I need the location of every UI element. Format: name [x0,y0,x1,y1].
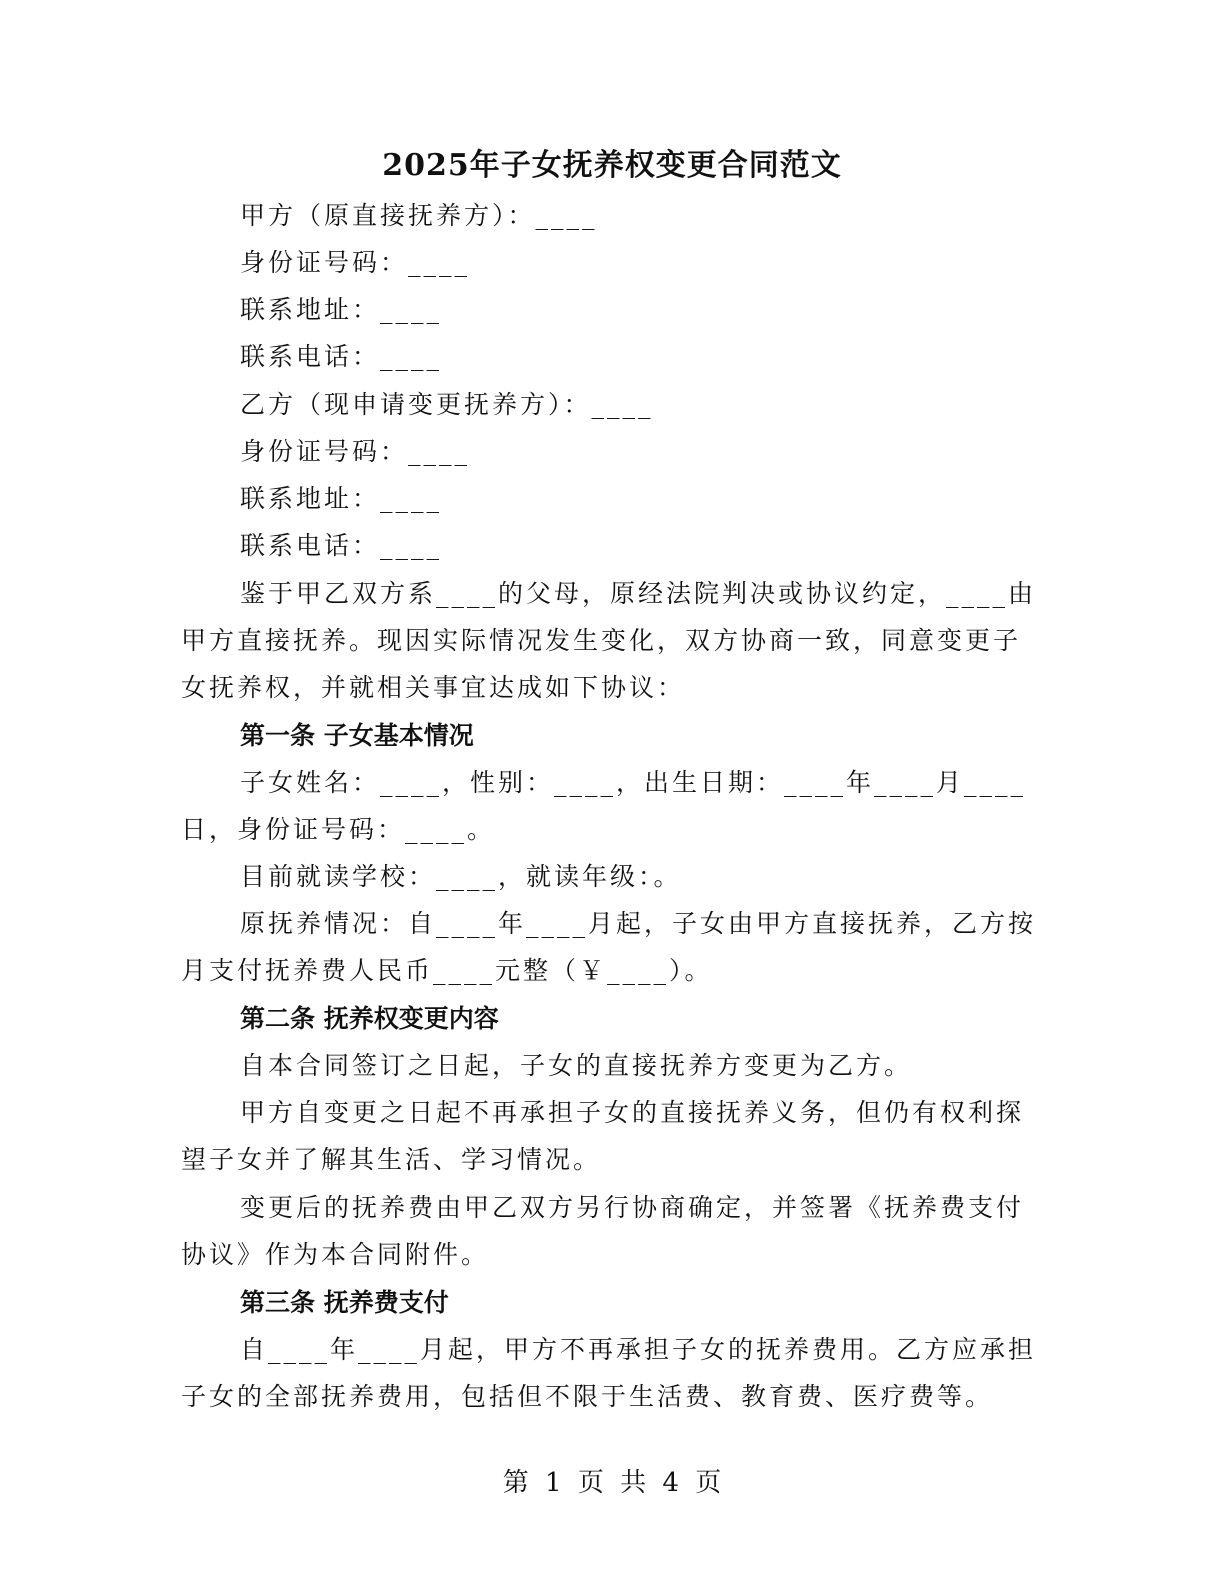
article-2-line: 自本合同签订之日起，子女的直接抚养方变更为乙方。 [240,1051,913,1080]
page-number: 第 1 页 共 4 页 [502,1468,722,1498]
preamble-line: 甲方直接抚养。现因实际情况发生变化，双方协商一致，同意变更子 [181,626,1022,655]
article-2-line: 协议》作为本合同附件。 [181,1240,490,1269]
party-a-label: 甲方（原直接抚养方）：____ [240,201,598,230]
article-2-line: 甲方自变更之日起不再承担子女的直接抚养义务，但仍有权利探 [240,1098,1025,1127]
preamble-line: 女抚养权，并就相关事宜达成如下协议： [181,673,686,702]
article-1-line: 目前就读学校：____，就读年级：。 [240,862,682,891]
article-2-line: 变更后的抚养费由甲乙双方另行协商确定，并签署《抚养费支付 [240,1193,1025,1222]
article-1-line: 月支付抚养费人民币____元整（￥____）。 [181,956,713,985]
document-title: 2025年子女抚养权变更合同范文 [382,148,842,183]
article-3-heading: 第三条 抚养费支付 [240,1288,449,1317]
article-3-line: 自____年____月起，甲方不再承担子女的抚养费用。乙方应承担 [240,1335,1037,1364]
article-1-heading: 第一条 子女基本情况 [240,721,474,750]
party-b-id-number: 身份证号码：____ [240,437,471,466]
article-3-line: 子女的全部抚养费用，包括但不限于生活费、教育费、医疗费等。 [181,1382,994,1411]
article-2-heading: 第二条 抚养权变更内容 [240,1004,499,1033]
party-b-phone: 联系电话：____ [240,531,443,560]
article-1-line: 子女姓名：____，性别：____，出生日期：____年____月____ [240,768,1027,797]
article-1-line: 日，身份证号码：____。 [181,815,496,844]
party-b-address: 联系地址：____ [240,484,443,513]
article-1-line: 原抚养情况：自____年____月起，子女由甲方直接抚养，乙方按 [240,909,1037,938]
party-a-address: 联系地址：____ [240,295,443,324]
article-2-line: 望子女并了解其生活、学习情况。 [181,1145,602,1174]
party-b-label: 乙方（现申请变更抚养方）：____ [240,390,654,419]
preamble-line: 鉴于甲乙双方系____的父母，原经法院判决或协议约定，____由 [240,579,1037,608]
party-a-id-number: 身份证号码：____ [240,248,471,277]
party-a-phone: 联系电话：____ [240,342,443,371]
